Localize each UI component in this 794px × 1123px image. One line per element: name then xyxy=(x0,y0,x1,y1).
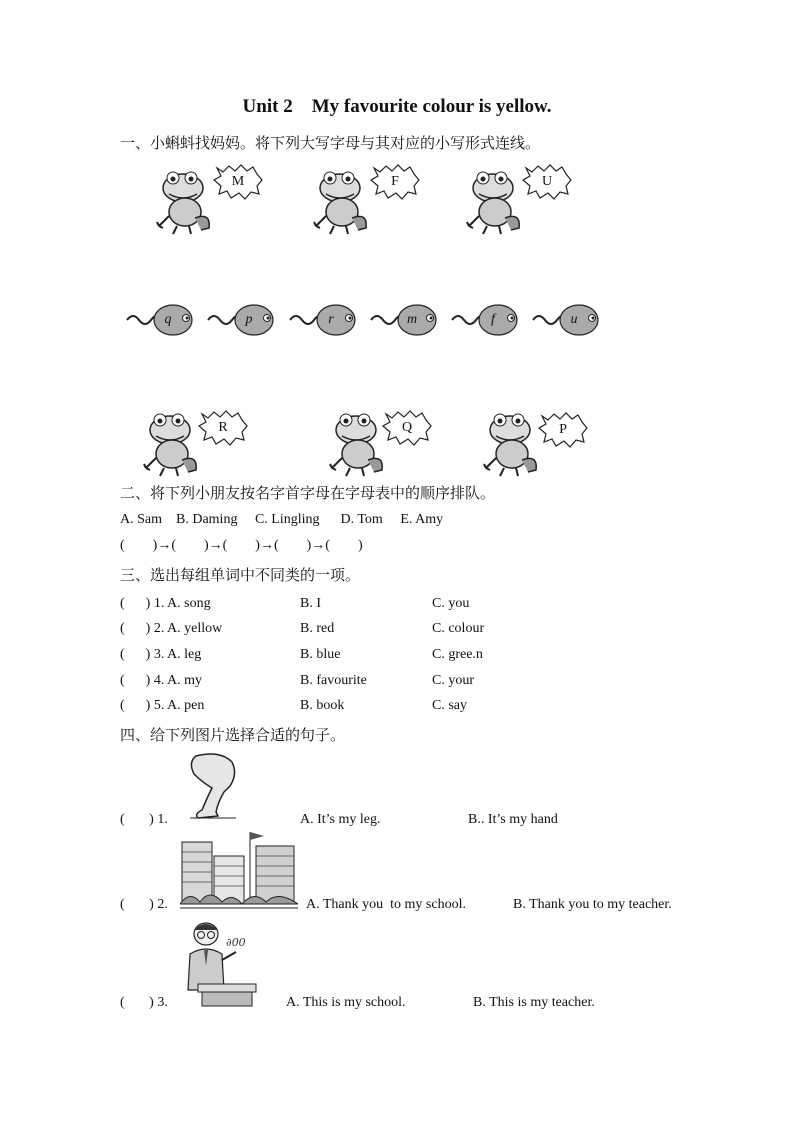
letter-bubble xyxy=(382,410,432,446)
lowercase-letter: m xyxy=(406,312,418,327)
question-stem: ( ) 4. A. my xyxy=(120,673,203,688)
tadpole-icon xyxy=(531,300,601,340)
option-b: B. red xyxy=(300,621,335,636)
lowercase-letter: f xyxy=(491,312,495,327)
uppercase-letter: R xyxy=(218,420,228,435)
section2-heading: 二、将下列小朋友按名字首字母在字母表中的顺序排队。 xyxy=(120,484,496,502)
option-b: B. blue xyxy=(300,647,341,662)
letter-bubble xyxy=(522,164,572,200)
order-answer-line[interactable]: ( )→( )→( )→( )→( ) xyxy=(120,538,363,553)
question-stem: ( ) 5. A. pen xyxy=(120,698,205,713)
uppercase-letter: Q xyxy=(401,420,413,435)
option-b: B. book xyxy=(300,698,345,713)
option-c: C. your xyxy=(432,673,474,688)
page-title: Unit 2 My favourite colour is yellow. xyxy=(242,96,552,117)
leg-picture xyxy=(180,752,240,825)
tadpole-icon xyxy=(450,300,520,340)
tadpole-icon xyxy=(369,300,439,340)
option-a: A. This is my school. xyxy=(286,995,406,1010)
lowercase-letter: p xyxy=(245,312,253,327)
question-stem: ( ) 3. xyxy=(120,995,168,1010)
option-c: C. you xyxy=(432,596,470,611)
section1-heading: 一、小蝌蚪找妈妈。将下列大写字母与其对应的小写形式连线。 xyxy=(120,134,541,152)
tadpole-icon xyxy=(206,300,276,340)
tadpole-icon xyxy=(125,300,195,340)
option-c: C. gree.n xyxy=(432,647,483,662)
question-stem: ( ) 2. A. yellow xyxy=(120,621,223,636)
letter-bubble xyxy=(538,412,588,448)
svg-text:∂00: ∂00 xyxy=(226,936,246,949)
section3-heading: 三、选出每组单词中不同类的一项。 xyxy=(120,566,361,584)
uppercase-letter: M xyxy=(231,174,245,189)
question-stem: ( ) 2. xyxy=(120,897,168,912)
letter-bubble xyxy=(213,164,263,200)
option-c: C. colour xyxy=(432,621,485,636)
option-c: C. say xyxy=(432,698,467,713)
uppercase-letter: F xyxy=(391,174,399,189)
lowercase-letter: u xyxy=(570,312,578,327)
teacher-picture xyxy=(186,920,258,1013)
name-options: A. Sam B. Daming C. Lingling D. Tom E. Amy xyxy=(120,512,444,527)
lowercase-letter: q xyxy=(164,312,172,327)
tadpole-icon xyxy=(288,300,358,340)
lowercase-letter: r xyxy=(328,312,334,327)
question-stem: ( ) 1. xyxy=(120,812,168,827)
school-picture xyxy=(180,830,298,915)
option-b: B. This is my teacher. xyxy=(473,995,595,1010)
question-stem: ( ) 3. A. leg xyxy=(120,647,202,662)
uppercase-letter: U xyxy=(541,174,553,189)
question-stem: ( ) 1. A. song xyxy=(120,596,211,611)
option-a: A. Thank you to my school. xyxy=(306,897,466,912)
letter-bubble xyxy=(198,410,248,446)
option-b: B. Thank you to my teacher. xyxy=(513,897,672,912)
option-b: B.. It’s my hand xyxy=(468,812,558,827)
option-b: B. I xyxy=(300,596,321,611)
letter-bubble xyxy=(370,164,420,200)
uppercase-letter: P xyxy=(559,422,567,437)
option-b: B. favourite xyxy=(300,673,367,688)
option-a: A. It’s my leg. xyxy=(300,812,381,827)
section4-heading: 四、给下列图片选择合适的句子。 xyxy=(120,726,346,744)
